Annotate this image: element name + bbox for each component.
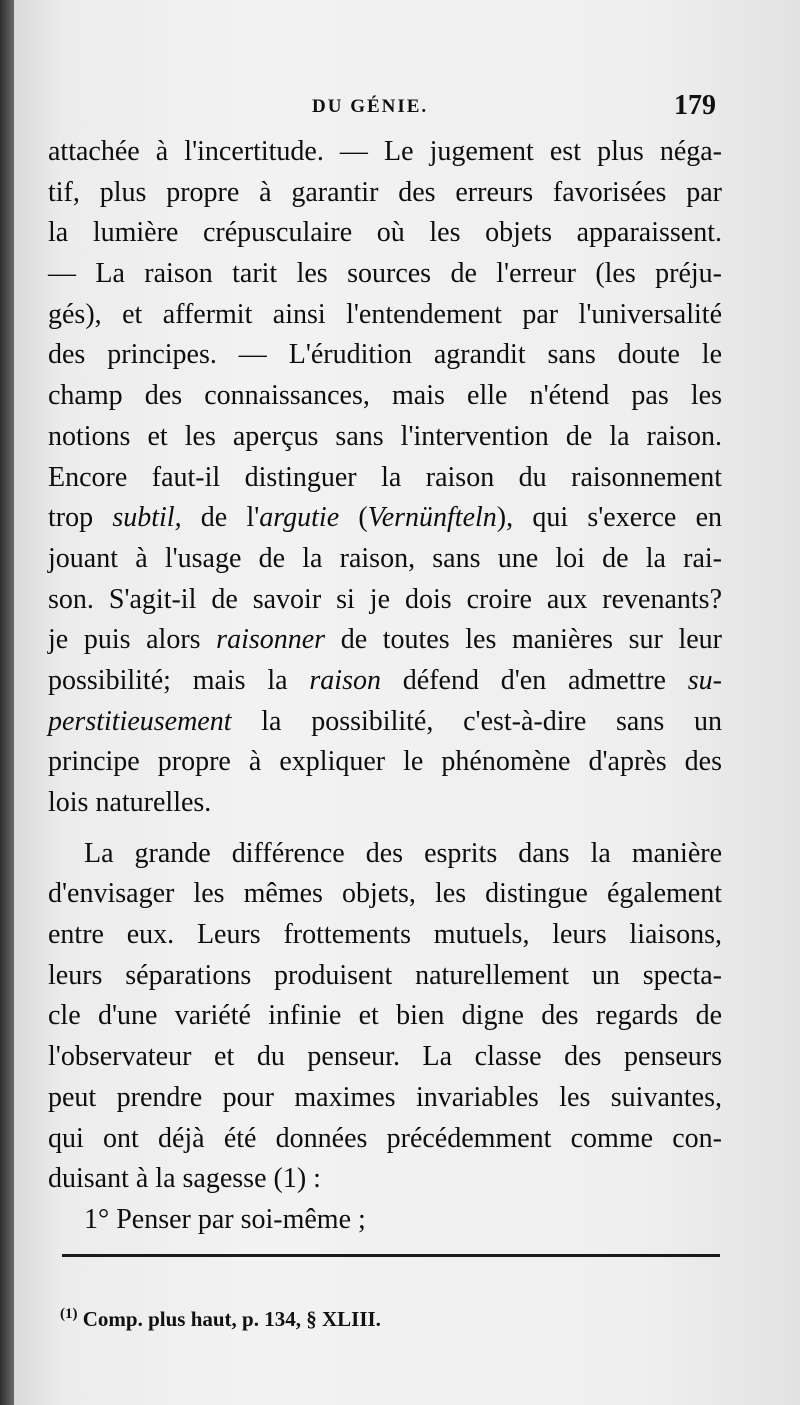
text-line: leurs séparations produisent naturellement un specta- <box>48 959 722 991</box>
text-line: perstitieusement la possibilité, c'est-à-dire sans un <box>48 705 722 737</box>
book-page <box>14 0 800 1405</box>
page-number: 179 <box>674 90 716 121</box>
footnote-text: Comp. plus haut, p. 134, § XLIII. <box>77 1307 381 1331</box>
italic-term: raison <box>309 664 381 696</box>
running-head: DU GÉNIE. <box>312 96 429 117</box>
italic-term: Vernünfteln <box>367 502 497 534</box>
text-line: duisant à la sagesse (1) : <box>48 1163 321 1195</box>
italic-term: perstitieusement <box>48 705 232 737</box>
footnote-marker: (1) <box>60 1306 78 1322</box>
text-line: d'envisager les mêmes objets, les distingue également <box>48 878 722 910</box>
text-line: je puis alors raisonner de toutes les manières sur leur <box>48 624 723 656</box>
page-gutter-shadow <box>0 0 14 1405</box>
text-line: entre eux. Leurs frottements mutuels, leurs liaisons, <box>48 919 722 951</box>
italic-term: su- <box>687 664 722 696</box>
text-line: — La raison tarit les sources de l'erreur (les préju- <box>48 258 722 290</box>
footnote <box>60 1306 381 1332</box>
italic-term: subtil, <box>112 502 182 534</box>
italic-term: argutie <box>259 502 340 534</box>
text-line: Encore faut-il distinguer la raison du raisonnement <box>48 461 722 493</box>
text-line: son. S'agit-il de savoir si je dois croire aux revenants? <box>48 583 722 615</box>
text-line: l'observateur et du penseur. La classe des penseurs <box>48 1041 722 1073</box>
text-line: attachée à l'incertitude. — Le jugement est plus néga- <box>48 136 722 167</box>
footnote-rule <box>62 1254 720 1257</box>
body-text <box>48 132 722 1241</box>
text-line: peut prendre pour maximes invariables les suivantes, <box>48 1081 722 1113</box>
text-line: La grande différence des esprits dans la manière <box>84 837 722 869</box>
text-line: champ des connaissances, mais elle n'étend pas les <box>48 380 722 412</box>
text-line: cle d'une variété infinie et bien digne des regards de <box>48 1000 722 1032</box>
text-line: gés), et affermit ainsi l'entendement par l'universalité <box>48 298 722 330</box>
text-line: des principes. — L'érudition agrandit sans doute le <box>48 339 722 371</box>
text-line: possibilité; mais la raison défend d'en admettre su- <box>48 664 722 696</box>
italic-term: raisonner <box>216 624 326 656</box>
text-line: tif, plus propre à garantir des erreurs favorisées par <box>48 176 722 208</box>
text-line: jouant à l'usage de la raison, sans une loi de la rai- <box>48 542 722 574</box>
text-line: principe propre à expliquer le phénomène d'après des <box>48 746 722 778</box>
text-line: lois naturelles. <box>48 787 212 818</box>
text-line: 1° Penser par soi-même ; <box>84 1203 366 1235</box>
text-line: trop subtil, de l'argutie (Vernünfteln), qui s'exerce en <box>48 502 722 534</box>
text-line: qui ont déjà été données précédemment comme con- <box>48 1122 722 1154</box>
page-header <box>14 92 800 132</box>
text-line: notions et les aperçus sans l'intervention de la raison. <box>48 420 722 452</box>
text-line: la lumière crépusculaire où les objets apparaissent. <box>48 217 722 249</box>
